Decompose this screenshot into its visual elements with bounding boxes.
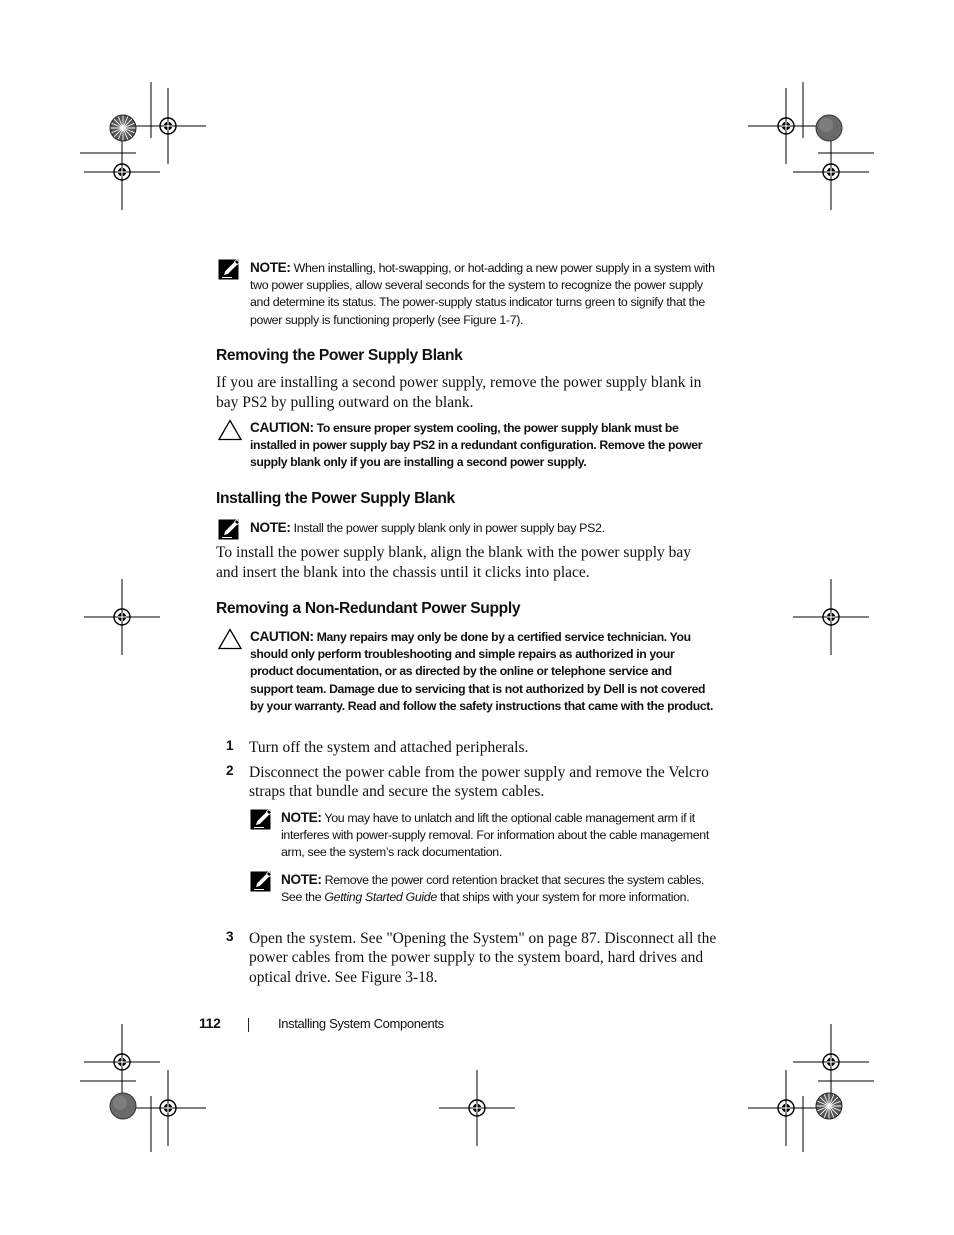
note-power-supply-recognition [216,259,716,329]
note-text: When installing, hot-swapping, or hot-adding a new power supply in a system with two power supplies, allow several seconds for the system to recognize the power supply and determine its status. The power-supply status indicator turns green to signify that the power supply is functioning properly (see Figure 1-7). [250,261,715,327]
note-pencil-icon [250,871,274,893]
step-text: Disconnect the power cable from the power supply and remove the Velcro straps that bundle and secure the system cables. [249,764,709,801]
note-text: You may have to unlatch and lift the optional cable management arm if it interferes with power-supply removal. For information about the cable management arm, see the system’s rack documentation. [281,811,709,860]
note-text-continued: that ships with your system for more information. [439,890,690,905]
footer-section-title: Installing System Components [278,1016,444,1031]
step-number: 3 [226,929,234,944]
note-bay-ps2 [216,519,716,537]
caution-cooling [216,419,716,472]
step-number: 1 [226,738,234,753]
getting-started-guide-title: Getting Started Guide [324,890,437,905]
heading-removing-blank: Removing the Power Supply Blank [216,347,463,364]
note-pencil-icon [218,519,242,541]
note-label: NOTE: [250,260,291,275]
note-retention-bracket [248,871,718,906]
step-text: Open the system. See "Opening the System" on page 87. Disconnect all the power cables from the power supply to the system board, hard drives and optical drive. See Figure 3-18. [249,930,717,986]
step-2 [226,763,718,802]
note-cable-management-arm [248,809,718,862]
caution-text: Many repairs may only be done by a certified service technician. You should only perform troubleshooting and simple repairs as authorized in your product documentation, or as directed by the online or telephone service and support team. Damage due to servicing that is not authorized by Dell is not covered by your warranty. Read and follow the safety instructions that came with the product. [250,630,714,713]
note-pencil-icon [250,809,274,831]
caution-text: To ensure proper system cooling, the power supply blank must be installed in power supply bay PS2 in a redundant configuration. Remove the power supply blank only if you are installing a second power supply. [250,421,703,470]
caution-triangle-icon [218,628,242,650]
note-pencil-icon [218,259,242,281]
step-number: 2 [226,763,234,778]
note-label: NOTE: [250,520,291,535]
page-number: 112 [199,1015,221,1031]
footer-divider [248,1018,249,1032]
step-1 [226,738,718,757]
caution-label: CAUTION: [250,420,314,435]
step-text: Turn off the system and attached peripherals. [249,739,529,756]
heading-removing-non-redundant: Removing a Non-Redundant Power Supply [216,600,521,617]
note-label: NOTE: [281,810,322,825]
step-3 [226,929,718,987]
caution-service-technician [216,628,716,715]
note-text: Install the power supply blank only in power supply bay PS2. [293,521,605,535]
heading-installing-blank: Installing the Power Supply Blank [216,490,455,507]
note-text: Remove the power cord retention bracket that secures the system cables. See the [281,873,705,905]
paragraph-removing-blank: If you are installing a second power supply, remove the power supply blank in bay PS2 by pulling outward on the blank. [216,374,702,411]
paragraph-installing-blank: To install the power supply blank, align the blank with the power supply bay and insert the blank into the chassis until it clicks into place. [216,544,692,581]
caution-triangle-icon [218,419,242,441]
note-label: NOTE: [281,872,322,887]
caution-label: CAUTION: [250,629,314,644]
